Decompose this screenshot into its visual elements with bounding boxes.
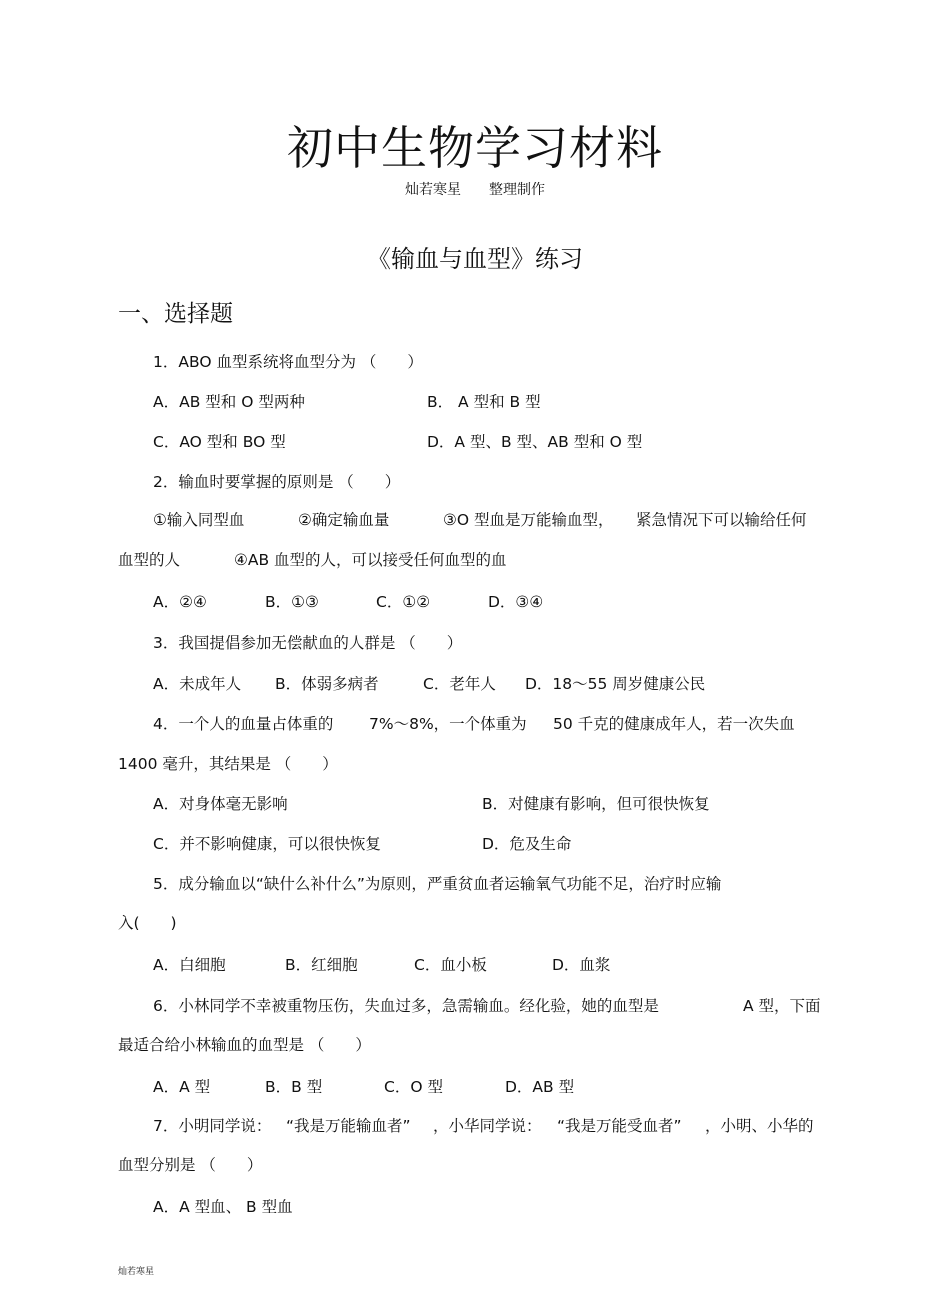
q7-stem-part-3: ，小华同学说： [433, 1117, 542, 1135]
q2-statement-3: ③O 型血是万能输血型， [443, 511, 614, 529]
q6-stem-part-1: 6．小林同学不幸被重物压伤，失血过多，急需输血。经化验，她的血型是 [153, 997, 659, 1015]
q7-stem-part-1: 7．小明同学说： [153, 1117, 272, 1135]
q6-stem-part-2: A 型，下面 [743, 997, 821, 1015]
q1-option-b: B． A 型和 B 型 [427, 393, 541, 411]
page-title: 初中生物学习材料 [287, 121, 663, 175]
q6-option-d: D．AB 型 [505, 1078, 575, 1096]
q3-option-b: B．体弱多病者 [275, 675, 379, 693]
q1-option-a: A．AB 型和 O 型两种 [153, 393, 305, 411]
q5-option-c: C．血小板 [414, 956, 487, 974]
q7-option-a: A．A 型血、 B 型血 [153, 1198, 293, 1216]
q1-stem: 1．ABO 血型系统将血型分为 （ ） [153, 353, 423, 371]
q5-stem-line-1: 5．成分输血以“缺什么补什么”为原则，严重贫血者运输氧气功能不足，治疗时应输 [153, 875, 722, 893]
q6-stem-line-2: 最适合给小林输血的血型是 （ ） [118, 1036, 371, 1054]
section-heading: 一、选择题 [118, 301, 233, 327]
q4-option-d: D．危及生命 [482, 835, 572, 853]
q2-statement-3-cont: 紧急情况下可以输给任何 [636, 511, 807, 529]
q7-stem-part-4: “我是万能受血者” [557, 1117, 682, 1135]
q3-option-d: D．18～55 周岁健康公民 [525, 675, 706, 693]
q2-statement-4: ④AB 血型的人，可以接受任何血型的血 [234, 551, 507, 569]
q5-stem-line-2: 入( ) [118, 914, 177, 932]
q5-option-d: D．血浆 [552, 956, 611, 974]
q5-option-b: B．红细胞 [285, 956, 358, 974]
page-footer: 灿若寒星 [118, 1267, 155, 1277]
q1-option-c: C．AO 型和 BO 型 [153, 433, 286, 451]
q3-stem: 3．我国提倡参加无偿献血的人群是 （ ） [153, 634, 463, 652]
q5-option-a: A．白细胞 [153, 956, 226, 974]
q2-stem: 2．输血时要掌握的原则是 （ ） [153, 473, 401, 491]
q2-statement-1: ①输入同型血 [153, 511, 245, 529]
q2-option-c: C．①② [376, 593, 431, 611]
q2-option-b: B．①③ [265, 593, 319, 611]
q6-option-a: A．A 型 [153, 1078, 211, 1096]
q3-option-a: A．未成年人 [153, 675, 242, 693]
q1-option-d: D．A 型、B 型、AB 型和 O 型 [427, 433, 643, 451]
q4-option-c: C．并不影响健康，可以很快恢复 [153, 835, 381, 853]
q7-stem-part-2: “我是万能输血者” [286, 1117, 411, 1135]
q2-option-d: D．③④ [488, 593, 544, 611]
q4-stem-line-2: 1400 毫升，其结果是 （ ） [118, 755, 338, 773]
q4-stem-part-1: 4．一个人的血量占体重的 [153, 715, 334, 733]
worksheet-title: 《输血与血型》练习 [367, 245, 583, 273]
q4-stem-part-2: 7%～8%，一个体重为 [369, 715, 527, 733]
page-subtitle: 灿若寒星 整理制作 [405, 182, 545, 198]
q2-statement-2: ②确定输血量 [298, 511, 390, 529]
q4-stem-part-3: 50 千克的健康成年人，若一次失血 [553, 715, 795, 733]
q3-option-c: C．老年人 [423, 675, 496, 693]
q2-option-a: A．②④ [153, 593, 207, 611]
q7-stem-line-2: 血型分别是 （ ） [118, 1156, 263, 1174]
q4-option-a: A．对身体毫无影响 [153, 795, 288, 813]
q4-option-b: B．对健康有影响，但可很快恢复 [482, 795, 710, 813]
q2-statement-3-end: 血型的人 [118, 551, 181, 569]
q7-stem-part-5: ，小明、小华的 [705, 1117, 814, 1135]
q6-option-c: C．O 型 [384, 1078, 443, 1096]
q6-option-b: B．B 型 [265, 1078, 323, 1096]
